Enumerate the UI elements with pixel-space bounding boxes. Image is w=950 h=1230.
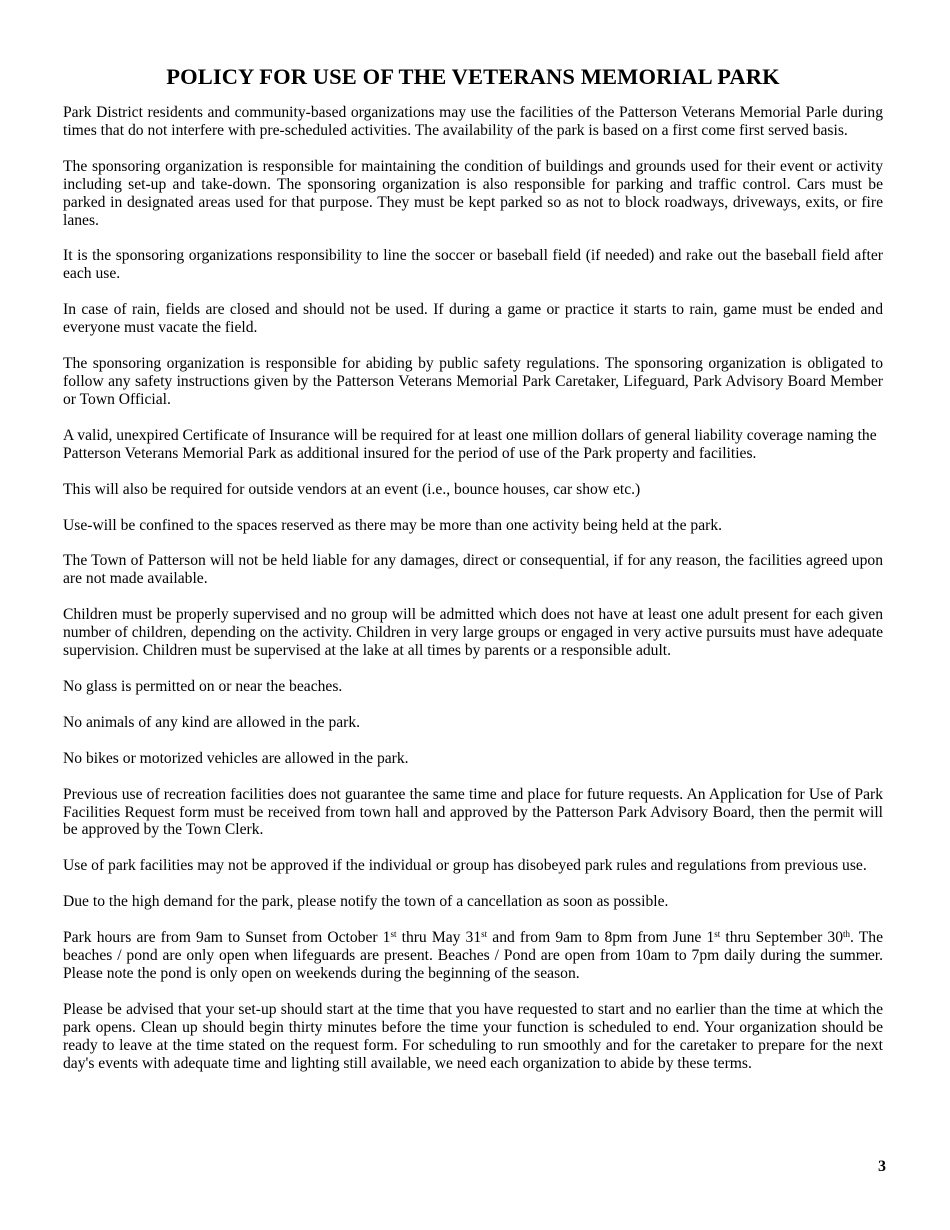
ordinal-suffix: st — [390, 929, 397, 940]
paragraph-park-hours — [63, 929, 883, 983]
hours-text-1: Park hours are from 9am to Sunset from October 1 — [63, 929, 391, 947]
ordinal-suffix: st — [481, 929, 488, 940]
paragraph-previous-use: Previous use of recreation facilities does not guarantee the same time and place for future requests. An Application for Use of Park Facilities Request form must be received from town hall and approved by the Patterson Park Advisory Board, then the permit will be approved by the Town Clerk. — [63, 785, 883, 839]
hours-text-2: thru May 31 — [396, 929, 482, 947]
paragraph-rain: In case of rain, fields are closed and should not be used. If during a game or practice it starts to rain, game must be ended and everyone must vacate the field. — [63, 301, 883, 337]
hours-text-5: . The beaches / pond are only open when lifeguards are present. Beaches / Pond are open from 10am to 7pm daily during the summer. Please note the pond is only open on weekends during the beginning of the season. — [63, 929, 884, 982]
hours-text-3: and from 9am to 8pm from June 1 — [487, 929, 715, 947]
paragraph-field-lining: It is the sponsoring organizations responsibility to line the soccer or baseball field (if needed) and rake out the baseball field after each use. — [63, 247, 883, 283]
page-title: POLICY FOR USE OF THE VETERANS MEMORIAL PARK — [166, 64, 780, 89]
paragraph-spaces: Use-will be confined to the spaces reserved as there may be more than one activity being held at the park. — [63, 516, 723, 534]
paragraph-setup-cleanup: Please be advised that your set-up should start at the time that you have requested to start and no earlier than the time at which the park opens. Clean up should begin thirty minutes before the time your function is scheduled to end. Your organization should be ready to leave at the time stated on the request form. For scheduling to run smoothly and for the caretaker to prepare for the next day's events with adequate time and lighting still available, we need each organization to abide by these terms. — [63, 1000, 883, 1072]
paragraph-liability: The Town of Patterson will not be held liable for any damages, direct or consequential, if for any reason, the facilities agreed upon are not made available. — [63, 552, 883, 588]
paragraph-glass: No glass is permitted on or near the beaches. — [63, 677, 343, 695]
paragraph-cancellation: Due to the high demand for the park, please notify the town of a cancellation as soon as possible. — [63, 893, 669, 911]
paragraph-safety: The sponsoring organization is responsible for abiding by public safety regulations. The sponsoring organization is obligated to follow any safety instructions given by the Patterson Veterans Memorial Park Caretaker, Lifeguard, Park Advisory Board Member or Town Official. — [63, 355, 883, 408]
paragraph-eligibility: Park District residents and community-based organizations may use the facilities of the Patterson Veterans Memorial Parle during times that do not interfere with pre-scheduled activities. The availability of the park is based on a first come first served basis. — [63, 104, 883, 139]
paragraph-animals: No animals of any kind are allowed in the park. — [63, 713, 361, 731]
ordinal-suffix: st — [714, 929, 721, 940]
hours-text-4: thru September 30 — [720, 929, 844, 947]
paragraph-disobeyed-rules: Use of park facilities may not be approved if the individual or group has disobeyed park rules and regulations from previous use. — [63, 857, 867, 875]
paragraph-responsibility: The sponsoring organization is responsible for maintaining the condition of buildings and grounds used for their event or activity including set-up and take-down. The sponsoring organization is also responsible for parking and traffic control. Cars must be parked in designated areas used for that purpose. They must be kept parked so as not to block roadways, driveways, exits, or fire lanes. — [63, 157, 883, 229]
ordinal-suffix: th — [843, 929, 851, 940]
policy-document — [63, 64, 883, 1091]
paragraph-children: Children must be properly supervised and no group will be admitted which does not have at least one adult present for each given number of children, depending on the activity. Children in very large groups or engaged in very active pursuits must have adequate supervision. Children must be supervised at the lake at all times by parents or a responsible adult. — [63, 606, 883, 660]
paragraph-bikes: No bikes or motorized vehicles are allowed in the park. — [63, 749, 409, 767]
page-number: 3 — [878, 1158, 886, 1175]
paragraph-vendors: This will also be required for outside vendors at an event (i.e., bounce houses, car show etc.) — [63, 480, 641, 498]
paragraph-insurance: A valid, unexpired Certificate of Insurance will be required for at least one million dollars of general liability coverage naming the Patterson Veterans Memorial Park as additional insured for the period of use of the Park property and facilities. — [63, 426, 877, 462]
